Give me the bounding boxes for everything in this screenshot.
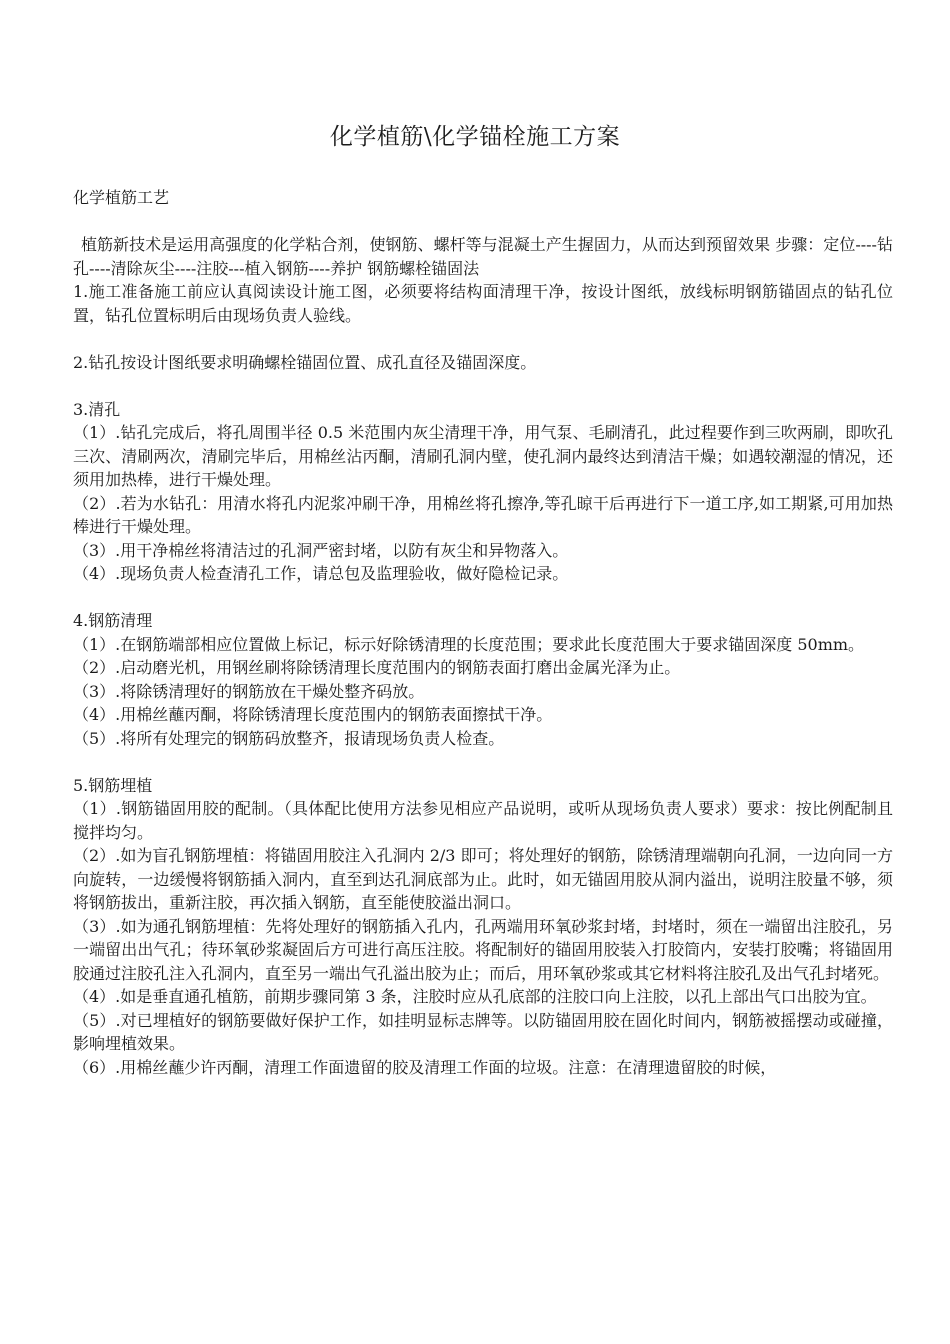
step-3-item: （1）.钻孔完成后，将孔周围半径 0.5 米范围内灰尘清理干净，用气泵、毛刷清孔，此过程要作到三吹两刷，即吹孔三次、清刷两次，清刷完毕后，用棉丝沾丙酮，清刷孔洞内壁，使孔洞内最终达到清洁干燥；如遇较潮湿的情况，还须用加热棒，进行干燥处理。: [73, 423, 893, 489]
step-5-title: 5.钢筋埋植: [73, 775, 153, 795]
step-5-item: （1）.钢筋锚固用胶的配制。（具体配比使用方法参见相应产品说明，或听从现场负责人要求）要求：按比例配制且搅拌均匀。: [73, 799, 893, 842]
step-4-title: 4.钢筋清理: [73, 611, 153, 630]
step-4-item: （5）.将所有处理完的钢筋码放整齐，报请现场负责人检查。: [73, 728, 505, 748]
section-heading: 化学植筋工艺: [73, 188, 170, 207]
step-5-item: （3）.如为通孔钢筋埋植：先将处理好的钢筋插入孔内，孔两端用环氧砂浆封堵，封堵时，须在一端留出注胶孔，另一端留出出气孔；待环氧砂浆凝固后方可进行高压注胶。将配制好的锚固用胶装入打胶筒内，安装打胶嘴；将锚固用胶通过注胶孔注入孔洞内，直至另一端出气孔溢出胶为止；而后，用环氧砂浆或其它材料将注胶孔及出气孔封堵死。: [73, 916, 893, 983]
step-4-item: （4）.用棉丝蘸丙酮，将除锈清理长度范围内的钢筋表面擦拭干净。: [73, 705, 553, 724]
paragraph-gap: [73, 374, 893, 398]
paragraph-gap: [73, 750, 893, 774]
step-3-item: （4）.现场负责人检查清孔工作，请总包及监理验收，做好隐检记录。: [73, 564, 569, 583]
paragraph-gap: [73, 327, 893, 351]
step-5-item: （6）.用棉丝蘸少许丙酮，清理工作面遗留的胶及清理工作面的垃圾。注意：在清理遗留胶的时候，: [73, 1057, 777, 1077]
step-2-paragraph: 2.钻孔按设计图纸要求明确螺栓锚固位置、成孔直径及锚固深度。: [73, 352, 537, 372]
step-3-item: （3）.用干净棉丝将清洁过的孔洞严密封堵，以防有灰尘和异物落入。: [73, 540, 569, 560]
page-title: 化学植筋\化学锚栓施工方案: [329, 124, 621, 150]
step-4-item: （2）.启动磨光机，用钢丝刷将除锈清理长度范围内的钢筋表面打磨出金属光泽为止。: [73, 658, 681, 677]
step-4-item: （1）.在钢筋端部相应位置做上标记，标示好除锈清理的长度范围；要求此长度范围大于要求锚固深度 50mm。: [73, 634, 865, 654]
step-3-title: 3.清孔: [73, 399, 121, 419]
paragraph-gap: [73, 586, 893, 610]
step-5-item: （5）.对已埋植好的钢筋要做好保护工作，如挂明显标志牌等。以防锚固用胶在固化时间内，钢筋被摇摆动或碰撞，影响埋植效果。: [73, 1010, 893, 1053]
step-1-paragraph: 1.施工准备施工前应认真阅读设计施工图，必须要将结构面清理干净，按设计图纸，放线标明钢筋锚固点的钻孔位置，钻孔位置标明后由现场负责人验线。: [73, 282, 893, 325]
step-5-item: （2）.如为盲孔钢筋埋植：将锚固用胶注入孔洞内 2/3 即可；将处理好的钢筋，除锈清理端朝向孔洞，一边向同一方向旋转，一边缓慢将钢筋插入洞内，直至到达孔洞底部为止。此时，如无锚固用胶从洞内溢出，说明注胶量不够，须将钢筋拔出，重新注胶，再次插入钢筋，直至能使胶溢出洞口。: [73, 846, 893, 912]
intro-paragraph: 植筋新技术是运用高强度的化学粘合剂，使钢筋、螺杆等与混凝土产生握固力，从而达到预留效果 步骤：定位----钻孔----清除灰尘----注胶---植入钢筋----养护 钢筋螺栓锚固法: [73, 235, 893, 278]
paragraph-gap: [73, 210, 893, 234]
document-body: [73, 186, 893, 1079]
step-4-item: （3）.将除锈清理好的钢筋放在干燥处整齐码放。: [73, 681, 425, 701]
step-3-item: （2）.若为水钻孔：用清水将孔内泥浆冲刷干净，用棉丝将孔擦净,等孔晾干后再进行下一道工序,如工期紧,可用加热棒进行干燥处理。: [73, 493, 893, 536]
step-5-item: （4）.如是垂直通孔植筋，前期步骤同第 3 条，注胶时应从孔底部的注胶口向上注胶，以孔上部出气口出胶为宜。: [73, 987, 877, 1006]
